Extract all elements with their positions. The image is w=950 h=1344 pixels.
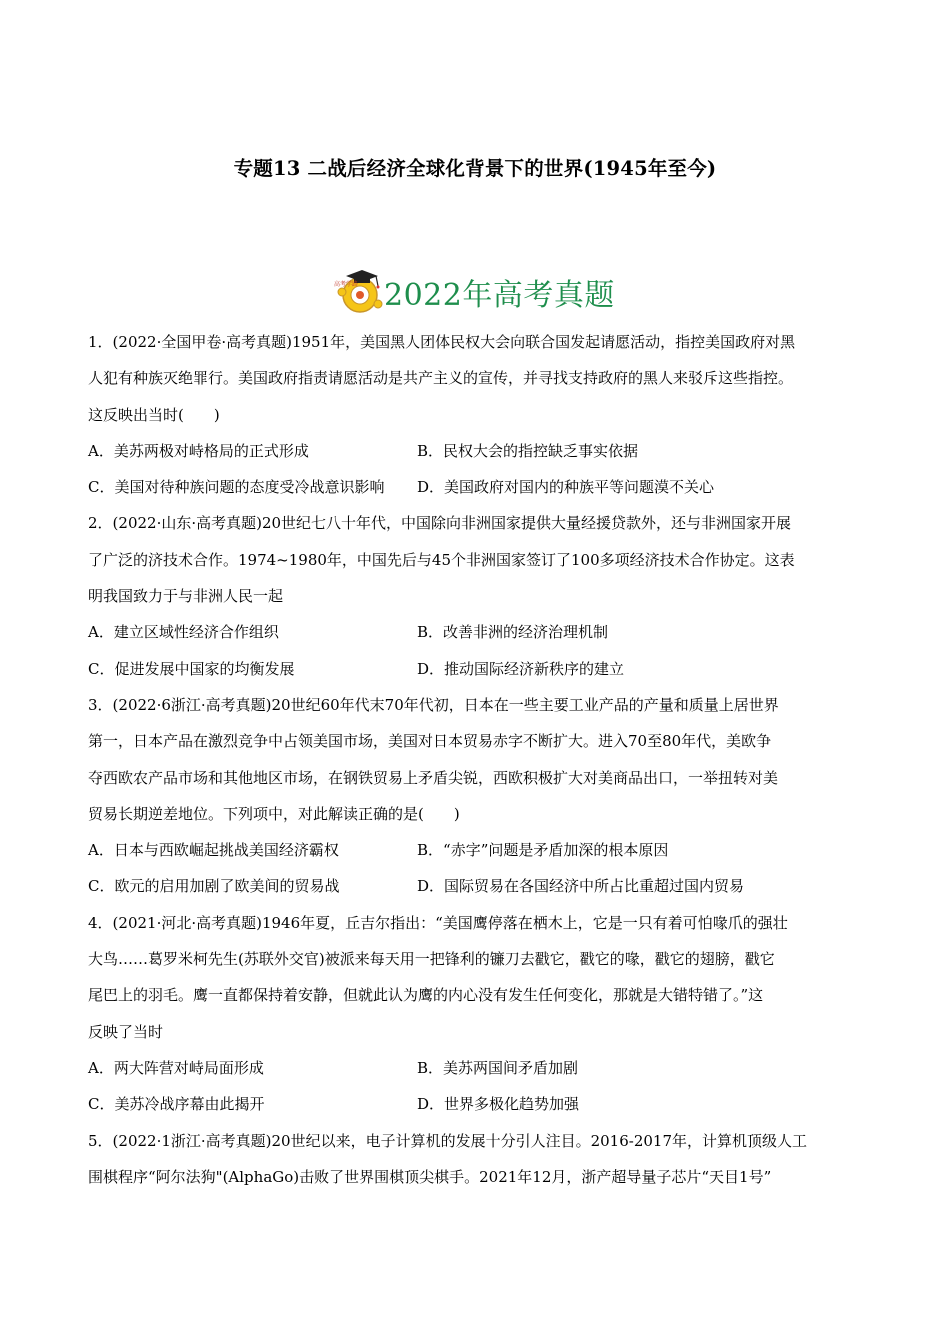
section-banner — [330, 262, 630, 320]
option-row — [88, 651, 868, 687]
option-row — [88, 469, 868, 505]
question-line: 明我国致力于与非洲人民一起 — [88, 587, 284, 606]
question-line: 围棋程序“阿尔法狗"(AlphaGo)击败了世界围棋顶尖棋手。2021年12月，浙产超导量子芯片“天目1号” — [88, 1167, 772, 1186]
question-5 — [88, 1123, 868, 1196]
question-2 — [88, 505, 868, 686]
option-a: A．两大阵营对峙局面形成 — [88, 1058, 264, 1077]
question-line: 了广泛的济技术合作。1974~1980年，中国先后与45个非洲国家签订了100多项经济技术合作协定。这表 — [88, 550, 795, 569]
option-c: C．促进发展中国家的均衡发展 — [88, 659, 295, 678]
question-line: 反映了当时 — [88, 1022, 164, 1041]
option-c: C．美苏冷战序幕由此揭开 — [88, 1095, 265, 1114]
option-a: A．建立区域性经济合作组织 — [88, 623, 279, 642]
question-3 — [88, 687, 868, 905]
option-b: B．“赤字”问题是矛盾加深的根本原因 — [417, 841, 669, 860]
page-title: 专题13 二战后经济全球化背景下的世界(1945年至今) — [233, 157, 717, 180]
question-line: 人犯有种族灭绝罪行。美国政府指责请愿活动是共产主义的宣传，并寻找支持政府的黑人来驳斥这些指控。 — [88, 369, 794, 388]
option-c: C．美国对待种族问题的态度受冷战意识影响 — [88, 478, 385, 497]
option-d: D．推动国际经济新秩序的建立 — [417, 659, 625, 678]
option-c: C．欧元的启用加剧了欧美间的贸易战 — [88, 877, 340, 896]
option-row — [88, 614, 868, 650]
question-line: 5．(2022·1浙江·高考真题)20世纪以来，电子计算机的发展十分引人注目。2016-2017年，计算机顶级人工 — [88, 1131, 808, 1150]
question-line: 2．(2022·山东·高考真题)20世纪七八十年代，中国除向非洲国家提供大量经援贷款外，还与非洲国家开展 — [88, 514, 792, 533]
option-b: B．改善非洲的经济治理机制 — [417, 623, 609, 642]
owl-mascot-icon — [330, 262, 386, 320]
option-b: B．美苏两国间矛盾加剧 — [417, 1058, 579, 1077]
option-d: D．美国政府对国内的种族平等问题漠不关心 — [417, 478, 715, 497]
question-line: 1．(2022·全国甲卷·高考真题)1951年，美国黑人团体民权大会向联合国发起请愿活动，指控美国政府对黑 — [88, 333, 796, 351]
option-b: B．民权大会的指控缺乏事实依据 — [417, 441, 639, 460]
option-a: A．日本与西欧崛起挑战美国经济霸权 — [88, 841, 339, 860]
option-row — [88, 868, 868, 904]
option-d: D．国际贸易在各国经济中所占比重超过国内贸易 — [417, 877, 745, 896]
question-line: 贸易长期逆差地位。下列项中，对此解读正确的是( ) — [88, 804, 460, 823]
question-list — [88, 324, 868, 1195]
question-line: 4．(2021·河北·高考真题)1946年夏，丘吉尔指出：“美国鹰停落在栖木上，它是一只有着可怕喙爪的强壮 — [88, 913, 788, 932]
option-d: D．世界多极化趋势加强 — [417, 1095, 580, 1114]
question-line: 大鸟……葛罗米柯先生(苏联外交官)被派来每天用一把锋利的镰刀去戳它，戳它的喙，戳它的翅膀，戳它 — [88, 950, 775, 969]
question-line: 尾巴上的羽毛。鹰一直都保持着安静，但就此认为鹰的内心没有发生任何变化，那就是大错特错了。”这 — [88, 986, 764, 1005]
option-row — [88, 433, 868, 469]
question-line: 这反映出当时( ) — [88, 405, 220, 424]
question-4 — [88, 905, 868, 1123]
option-a: A．美苏两极对峙格局的正式形成 — [88, 441, 309, 460]
option-row — [88, 832, 868, 868]
banner-text: 2022年高考真题 — [384, 278, 615, 313]
option-row — [88, 1086, 868, 1122]
option-row — [88, 1050, 868, 1086]
question-line: 3．(2022·6浙江·高考真题)20世纪60年代末70年代初，日本在一些主要工业产品的产量和质量上居世界 — [88, 695, 779, 714]
question-line: 夺西欧农产品市场和其他地区市场，在钢铁贸易上矛盾尖锐，西欧积极扩大对美商品出口，一举扭转对美 — [88, 768, 779, 787]
question-1 — [88, 324, 868, 505]
logo-caption: 高考学路 — [334, 281, 359, 288]
question-line: 第一，日本产品在激烈竞争中占领美国市场，美国对日本贸易赤字不断扩大。进入70至80年代，美欧争 — [88, 732, 772, 751]
